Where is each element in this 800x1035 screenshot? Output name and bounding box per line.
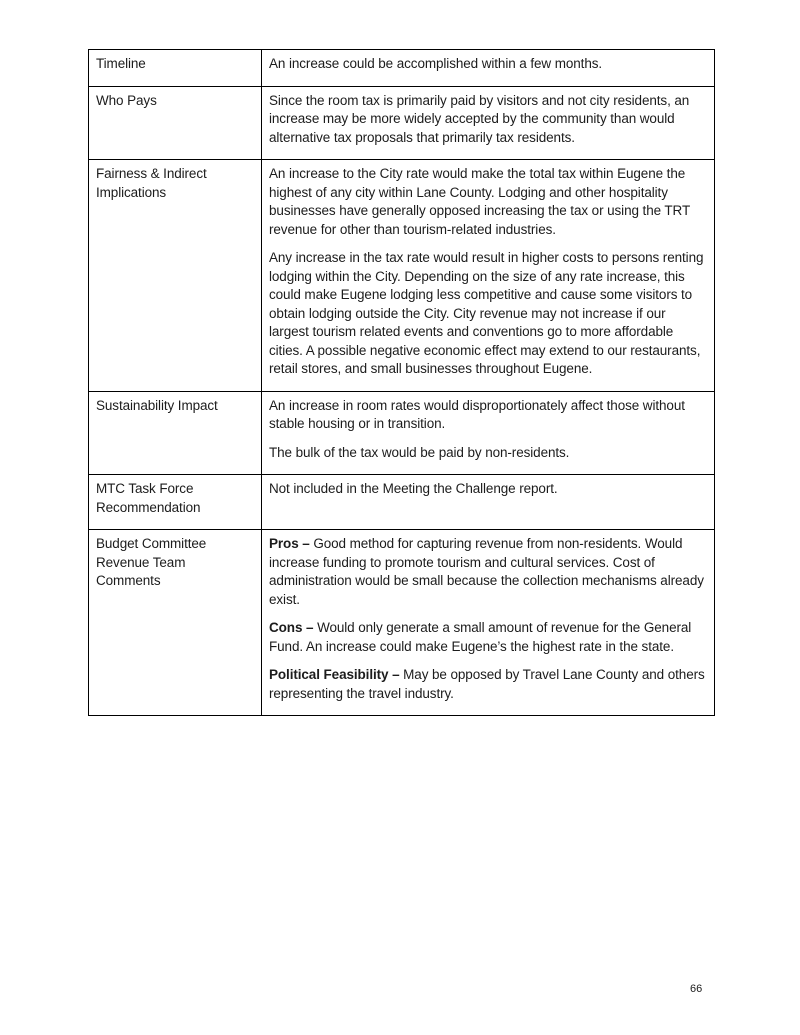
row-label-cell: [89, 160, 262, 392]
table-row: [89, 391, 715, 475]
row-label: Who Pays: [96, 92, 157, 108]
row-content-cell: [262, 391, 715, 475]
row-label-cell: [89, 530, 262, 716]
paragraph: Pros – Good method for capturing revenue from non-residents. Would increase funding to promote tourism and cultural services. Cost of administration would be small because the collection mechanisms already exist.: [269, 536, 704, 607]
paragraph: Political Feasibility – May be opposed by Travel Lane County and others representing the travel industry.: [269, 667, 705, 701]
table-row: [89, 530, 715, 716]
paragraph: Since the room tax is primarily paid by visitors and not city residents, an increase may be more widely accepted by the community than would alternative tax proposals that primarily tax residents.: [269, 92, 690, 145]
table-row: [89, 50, 715, 87]
row-content-cell: [262, 50, 715, 87]
row-content-cell: [262, 530, 715, 716]
attribute-table: [88, 49, 715, 716]
row-content-cell: [262, 86, 715, 160]
paragraph-lead: Political Feasibility –: [269, 667, 400, 682]
table-row: [89, 160, 715, 392]
table-row: [89, 86, 715, 160]
paragraph-lead: Cons –: [269, 620, 314, 635]
row-label: Fairness & Indirect Implications: [96, 166, 207, 200]
paragraph: Not included in the Meeting the Challenge report.: [269, 481, 558, 496]
paragraph: Any increase in the tax rate would result in higher costs to persons renting lodging within the City. Depending on the size of any rate increase, this could make Eugene lodging less competitive and cause some visitors to obtain lodging outside the City. City revenue may not increase if our largest tourism related events and conventions go to more affordable cities. A possible negative economic effect may extend to our restaurants, retail stores, and small businesses throughout Eugene.: [269, 250, 704, 376]
row-label: Budget Committee Revenue Team Comments: [96, 536, 207, 588]
page-number: 66: [690, 983, 703, 995]
row-label-cell: [89, 86, 262, 160]
row-label: MTC Task Force Recommendation: [96, 481, 201, 515]
table-body: [89, 50, 715, 716]
row-label-cell: [89, 50, 262, 87]
paragraph: An increase in room rates would disproportionately affect those without stable housing or in transition.: [269, 397, 685, 431]
row-label-cell: [89, 475, 262, 530]
table-row: [89, 475, 715, 530]
row-label-cell: [89, 391, 262, 475]
paragraph: An increase could be accomplished within a few months.: [269, 56, 603, 71]
row-label: Timeline: [96, 56, 146, 71]
row-content-cell: [262, 160, 715, 392]
paragraph: Cons – Would only generate a small amount of revenue for the General Fund. An increase could make Eugene’s the highest rate in the state.: [269, 620, 692, 654]
paragraph-lead: Pros –: [269, 536, 310, 551]
row-label: Sustainability Impact: [96, 397, 218, 413]
row-content-cell: [262, 475, 715, 530]
paragraph: The bulk of the tax would be paid by non-residents.: [269, 444, 570, 460]
paragraph: An increase to the City rate would make the total tax within Eugene the highest of any city within Lane County. Lodging and other hospitality businesses have generally opposed increasing the tax or using the TRT revenue for other than tourism-related industries.: [269, 166, 690, 237]
